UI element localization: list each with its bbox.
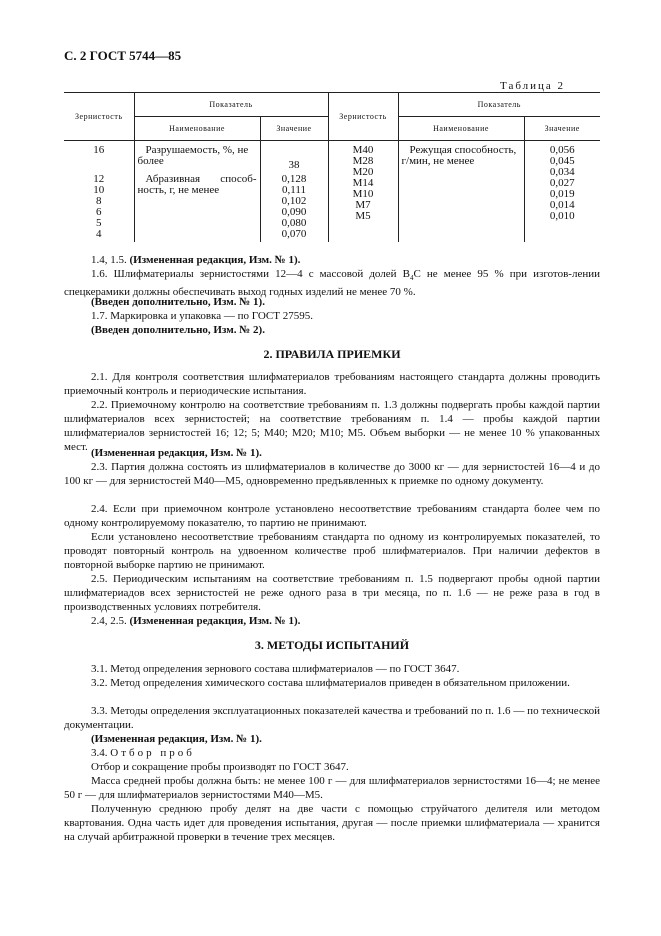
- para-3-4a: Отбор и сокращение пробы производят по ГОСТ 3647.: [91, 761, 349, 773]
- para-3-4b: Масса средней пробы должна быть: не менее 100 г — для шлифматериалов зернистостями 16—4; не менее 50 г — для шлифматериалов зернистостями М40—М5.: [64, 775, 600, 801]
- para-3-3: 3.3. Методы определения эксплуатационных показателей качества и требований по п. 1.6 — по технической документации.: [64, 705, 600, 731]
- left-values: 0,128 0,111 0,102 0,090 0,080 0,070: [260, 171, 328, 242]
- value-fragility: 38: [260, 141, 328, 172]
- section-2-title: 2. ПРАВИЛА ПРИЕМКИ: [263, 347, 401, 361]
- table-caption: Таблица 2: [500, 80, 566, 92]
- para-3-4c: Полученную среднюю пробу делят на две части с помощью струйчатого делителя или методом квартования. Одна часть идет для проведения испытания, другая — после приемки шлифматериала — хранится на случай арбитражной проверки в течение трех месяцев.: [64, 803, 600, 843]
- col-header-name-left: Наименование: [134, 117, 260, 141]
- right-grits: М40 М28 М20 М14 М10 М7 М5: [328, 141, 398, 243]
- grit-16: 16: [93, 144, 105, 156]
- indicator-abrasive-ability: Абразивная способ- ность, г, не менее: [134, 171, 260, 242]
- note-changed-1c: (Измененная редакция, Изм. № 1).: [91, 733, 262, 745]
- indicator-fragility: Разрушаемость, %, не более: [134, 141, 260, 172]
- para-1-4: 1.4, 1.5. (Измененная редакция, Изм. № 1).: [91, 254, 301, 266]
- col-header-grit-right: Зернистость: [328, 93, 398, 141]
- para-2-4: 2.4. Если при приемочном контроле установлено несоответствие требованиям стандарта более чем по одному контролируемому показателю, то партию не принимают.: [64, 503, 600, 529]
- col-header-indicator-right: Показатель: [398, 93, 600, 117]
- para-3-1: 3.1. Метод определения зернового состава шлифматериалов — по ГОСТ 3647.: [91, 663, 460, 675]
- para-1-7: 1.7. Маркировка и упаковка — по ГОСТ 27595.: [91, 310, 313, 322]
- note-changed-1a: (Измененная редакция, Изм. № 1).: [91, 447, 262, 459]
- left-grits: 12 10 8 6 5 4: [93, 173, 105, 240]
- para-3-4: 3.4. Отбор проб: [91, 747, 195, 759]
- para-2-4b: Если установлено несоответствие требованиям стандарта по одному из контролируемых показателей, то проводят повторный контроль на удвоенном количестве проб шлифматериалов. При наличии дефектов в повторной выборке партию не принимают.: [64, 531, 600, 571]
- col-header-name-right: Наименование: [398, 117, 524, 141]
- indicator-cutting-ability: Режущая способность, г/мин, не менее: [398, 141, 524, 243]
- para-2-3: 2.3. Партия должна состоять из шлифматериалов в количестве до 3000 кг — для зернистостей 16—4 и до 100 кг — для зернистостей М40—М5, одновременно предъявленных к приемке по одному документу.: [64, 461, 600, 487]
- para-2-5: 2.5. Периодическим испытаниям на соответствие требованиям п. 1.5 подвергают пробы одной партии шлифматериадов всех зернистостей не реже одного раза в три месяца, по п. 1.6 — не реже раза в год в производственных условиях потребителя.: [64, 573, 600, 613]
- col-header-value-left: Значение: [260, 117, 328, 141]
- table-2: [64, 92, 600, 242]
- col-header-value-right: Значение: [524, 117, 600, 141]
- note-added-2: (Введен дополнительно, Изм. № 2).: [91, 324, 265, 336]
- note-added-1: (Введен дополнительно, Изм. № 1).: [91, 296, 265, 308]
- para-2-1: 2.1. Для контроля соответствия шлифматериалов требованиям настоящего стандарта должны проводить приемочный контроль и периодические испытания.: [64, 371, 600, 397]
- para-1-6: 1.6. Шлифматериалы зернистостями 12—4 с массовой долей $B_4C$ не менее 95 % при изготов-лении спецкерамики должны обеспечивать выход годных изделий не менее 70 %.: [64, 268, 600, 299]
- col-header-indicator-left: Показатель: [134, 93, 328, 117]
- col-header-grit-left: Зернистость: [64, 93, 134, 141]
- page-header: С. 2 ГОСТ 5744—85: [64, 48, 182, 63]
- para-2-4-2-5: 2.4, 2.5. (Измененная редакция, Изм. № 1).: [91, 615, 301, 627]
- right-values: 0,056 0,045 0,034 0,027 0,019 0,014 0,010: [524, 141, 600, 243]
- section-3-title: 3. МЕТОДЫ ИСПЫТАНИЙ: [254, 638, 410, 652]
- para-3-2: 3.2. Метод определения химического состава шлифматериалов приведен в обязательном приложении.: [91, 677, 570, 689]
- para-2-2: 2.2. Приемочному контролю на соответствие требованиям п. 1.3 должны подвергать пробы каждой партии шлифматериалов всех зернистостей; на соответствие требованиям п. 1.4 — пробы каждой партии шлифматериалов зернистостей 16; 12; 5; М40; М20; М10; М5. Объем выборки — не менее 10 % упакованных мест.: [64, 399, 600, 453]
